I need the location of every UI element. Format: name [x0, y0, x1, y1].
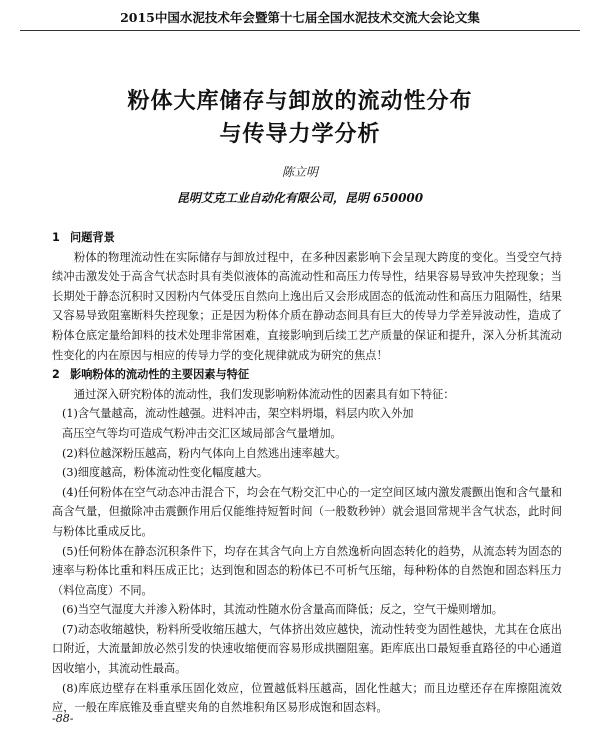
list-item: (2)料位越深粉压越高，粉内气体向上自然逃出速率越大。 [62, 446, 347, 460]
paragraph: 通过深入研究粉体的流动性，我们发现影响粉体流动性的因素具有如下特征： [74, 387, 455, 401]
list-item: 高压空气等均可造成气粉冲击交汇区域局部含气量增加。 [62, 426, 342, 440]
paper-title-line1: 粉体大库储存与卸放的流动性分布 [127, 89, 473, 114]
section-title: 问题背景 [70, 231, 115, 244]
list-item: (5)任何粉体在静态沉积条件下，均存在其含气向上方自然逸析向固态转化的趋势，从流态转为固态的速率与粉体比重和料压成正比；达到饱和固态的粉体已不可析气压缩，每种粉体的自然饱和固态料压力（料位高度）不同。 [52, 544, 562, 597]
section-number: 1 [52, 231, 60, 244]
running-header: 2015中国水泥技术年会暨第十七届全国水泥技术交流大会论文集 [120, 10, 480, 25]
section-heading [52, 365, 562, 385]
list-item: (8)库底边壁存在料重承压固化效应，位置越低料压越高，固化性越大；而且边壁还存在库擦阻流效应，一般在库底锥及垂直壁夹角的自然堆积角区易形成饱和固态料。 [52, 681, 562, 715]
list-item: (6)当空气湿度大并渗入粉体时，其流动性随水份含量高而降低；反之，空气干燥则增加。 [62, 603, 503, 617]
paper-title-line2: 与传导力学分析 [219, 122, 381, 147]
list-item: (1)含气量越高，流动性越强。进料冲击，架空料坍塌，料层内吹入外加 [62, 407, 414, 421]
list-item: (3)细度越高，粉体流动性变化幅度越大。 [62, 466, 269, 480]
section-title: 影响粉体的流动性的主要因素与特征 [70, 368, 250, 382]
list-item: (4)任何粉体在空气动态冲击混合下，均会在气粉交汇中心的一定空间区域内激发震颤出饱和含气量和高含气量，但撤除冲击震颤作用后仅能维持短暂时间（一般数秒钟）就会退回常规半含气状态，此时间与粉体比重成反比。 [52, 485, 562, 538]
affiliation: 昆明艾克工业自动化有限公司，昆明 650000 [176, 191, 424, 205]
author: 陈立明 [281, 165, 318, 179]
list-item: (7)动态收缩越快，粉料所受收缩压越大，气体挤出效应越快，流动性转变为固性越快，尤其在仓底出口附近，大流量卸放必然引发的快速收缩便而容易形成拱圈阻塞。距库底出口最短垂直路径的中心通道因收缩小，其流动性最高。 [52, 622, 562, 676]
page-number: -88- [52, 712, 74, 725]
section-heading [52, 228, 562, 248]
section-number: 2 [52, 368, 60, 382]
paper-body [52, 228, 562, 718]
paragraph: 粉体的物理流动性在实际储存与卸放过程中，在多种因素影响下会呈现大跨度的变化。当受空气持续冲击激发处于高含气状态时具有类似液体的高流动性和高压力传导性，结果容易导致冲失控现象；当长期处于静态沉积时又因粉内气体受压自然向上逸出后又会形成固态的低流动性和高压力阻隔性，结果又容易导致阻塞断料失控现象；正是因为粉体介质在静动态间具有巨大的传导力学差异波动性，造成了粉体仓底定量给卸料的技术处理非常困难，直接影响到后续工艺产质量的保证和提升，深入分析其流动性变化的内在原因与相应的传导力学的变化规律就成为研究的焦点！ [52, 250, 562, 362]
header-rule [20, 30, 580, 31]
